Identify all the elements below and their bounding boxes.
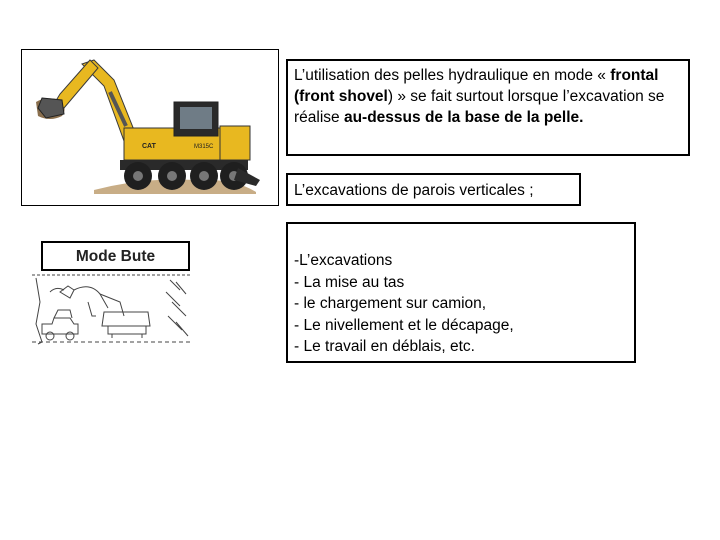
list-item: - le chargement sur camion, xyxy=(294,295,487,312)
list-item: - Le travail en déblais, etc. xyxy=(294,338,475,355)
list-item: - Le nivellement et le décapage, xyxy=(294,316,514,334)
main-description-box xyxy=(286,59,690,156)
model-label: M315C xyxy=(194,144,214,150)
list-item: -L’excavations xyxy=(294,252,393,269)
mode-label-box xyxy=(41,241,190,271)
excavator-photo xyxy=(21,49,279,206)
description-text-2: ) » se fait surtout lorsque l’excavation se réalise xyxy=(294,88,665,126)
front-shovel-sketch xyxy=(30,272,192,346)
mode-label: Mode Bute xyxy=(75,248,156,265)
wheeled-excavator-illustration xyxy=(24,52,276,204)
cat-logo: CAT xyxy=(142,143,156,150)
uses-list-box xyxy=(286,222,636,363)
description-bold-mode: frontal (front shovel xyxy=(294,67,659,105)
list-item: - La mise au tas xyxy=(294,273,405,291)
cab-window xyxy=(180,107,212,129)
counterweight xyxy=(220,126,250,160)
subtitle-box xyxy=(286,173,581,206)
description-text: L’utilisation des pelles hydraulique en mode « xyxy=(294,67,611,84)
description-bold-location: au-dessus de la base de la pelle. xyxy=(343,109,584,126)
subtitle-text: L’excavations de parois verticales ; xyxy=(294,182,534,199)
